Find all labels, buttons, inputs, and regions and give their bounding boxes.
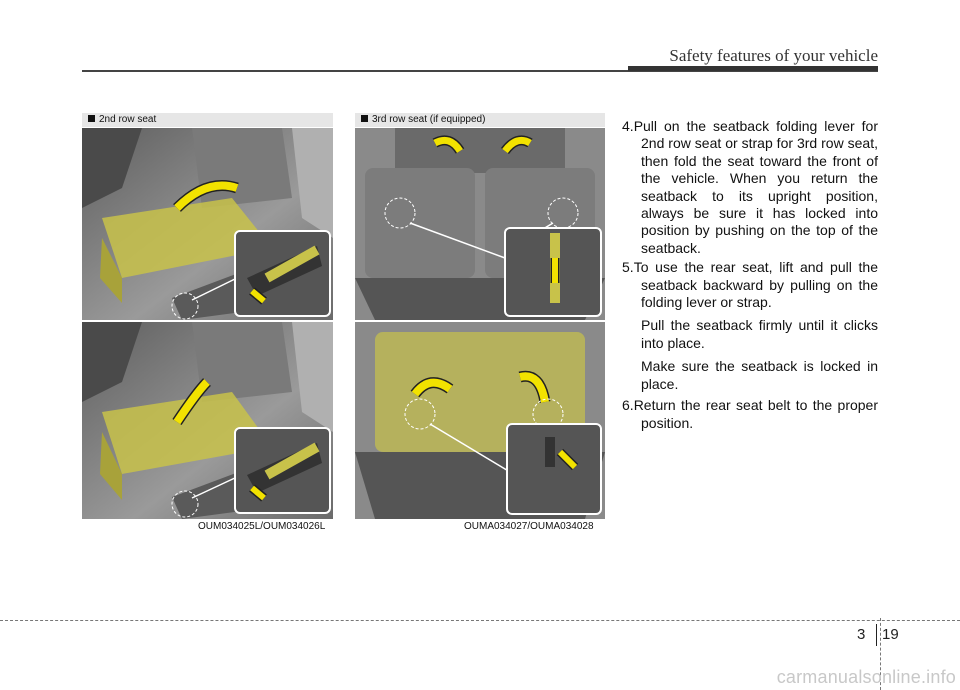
step-text: Return the rear seat belt to the proper position.	[633, 397, 878, 431]
image-3rd-row-folded	[355, 322, 605, 519]
step-5-note-1: Pull the seatback firmly until it clicks into place.	[641, 317, 878, 351]
image-2nd-row-folded-top	[82, 128, 333, 320]
footer-rule	[0, 620, 960, 621]
caption-text: 3rd row seat (if equipped)	[372, 114, 486, 125]
step-text: To use the rear seat, lift and pull the seatback backward by pulling on the folding lever or strap.	[633, 259, 878, 311]
figure-code-right: OUMA034027/OUMA034028	[464, 521, 594, 532]
header-title: Safety features of your vehicle	[669, 46, 878, 65]
figure-caption-3rd-row	[355, 113, 605, 127]
step-number: 6.	[622, 397, 634, 414]
step-4	[622, 118, 878, 257]
chapter-number: 3	[857, 626, 866, 643]
instruction-steps	[622, 118, 878, 434]
page-separator	[876, 624, 877, 646]
figure-caption-2nd-row	[82, 113, 333, 127]
header-rule-accent	[628, 66, 878, 71]
step-text: Pull on the seatback folding lever for 2nd row seat or strap for 3rd row seat, then fold the seat toward the front of the vehicle. When you return the seatback to its upright position, always be sure it has locked into position by pushing on the top of the seatback.	[633, 118, 878, 256]
watermark: carmanualsonline.info	[776, 667, 956, 687]
image-2nd-row-folded-bottom	[82, 322, 333, 519]
step-5-note-2: Make sure the seatback is locked in place.	[641, 358, 878, 392]
page-number: 19	[882, 626, 899, 643]
step-number: 5.	[622, 259, 634, 276]
step-6	[622, 397, 878, 432]
step-5	[622, 259, 878, 311]
caption-text: 2nd row seat	[99, 114, 157, 125]
image-3rd-row-upright	[355, 128, 605, 320]
step-number: 4.	[622, 118, 634, 134]
figure-code-left: OUM034025L/OUM034026L	[198, 521, 326, 532]
bullet-square-icon	[88, 115, 95, 122]
bullet-square-icon	[361, 115, 368, 122]
